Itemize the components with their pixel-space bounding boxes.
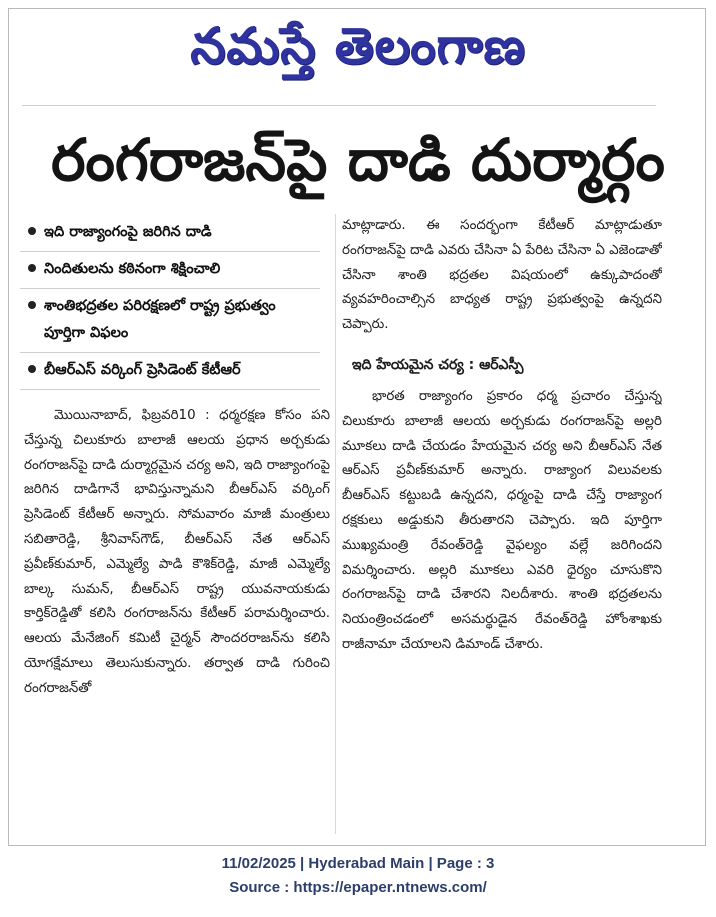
bullet-icon (28, 264, 36, 272)
article-headline: రంగరాజన్‌పై దాడి దుర్మార్గం (51, 126, 665, 194)
footer-dateline: 11/02/2025 | Hyderabad Main | Page : 3 (221, 855, 495, 872)
article-subheading: ఇది హేయమైన చర్య : ఆర్‌ఎస్పీ (352, 356, 524, 373)
highlight-item (20, 252, 320, 289)
highlight-item (20, 353, 320, 390)
highlight-text: ఇది రాజ్యాంగంపై జరిగిన దాడి (44, 224, 212, 240)
article-paragraph: మాట్లాడారు. ఈ సందర్భంగా కేటీఆర్ మాట్లాడుతూ రంగరాజన్‌పై దాడి ఎవరు చేసినా ఏ పేరిట చేసినా ఏ ఎజెండాతో చేసినా శాంతి భద్రతల విషయంలో ఉక్కుపాదంతో వ్యవహరించాల్సిన బాధ్యత రాష్ట్ర ప్రభుత్వంపై ఉన్నదని చెప్పారు. (342, 218, 662, 333)
article-paragraph: భారత రాజ్యాంగం ప్రకారం ధర్మ ప్రచారం చేస్తున్న చిలుకూరు బాలాజీ ఆలయ అర్చకుడు రంగరాజన్‌పై అల్లరి మూకలు దాడి చేయడం హేయమైన చర్య అని బీఆర్‌ఎస్ నేత ఆర్‌ఎస్ ప్రవీణ్‌కుమార్ అన్నారు. రాజ్యాంగ విలువలకు బీఆర్‌ఎస్ కట్టుబడి ఉన్నదని, ధర్మంపై దాడి చేస్తే రాజ్యాంగ రక్షకులు అడ్డుకుని తీరుతారని చెప్పారు. ఇది పూర్తిగా ముఖ్యమంత్రి రేవంత్‌రెడ్డి వైఫల్యం వల్లే జరిగిందని విమర్శించారు. అల్లరి మూకలు ఎవరి ధైర్యం చూసుకొని రంగరాజన్‌పై దాడి చేశారని నిలదీశారు. శాంతి భద్రతలను నియంత్రించడంలో అసమర్థుడైన రేవంత్‌రెడ్డి హోంశాఖకు రాజీనామా చేయాలని డిమాండ్ చేశారు. (342, 388, 662, 652)
bullet-icon (28, 365, 36, 373)
highlights-list (20, 215, 320, 390)
footer-source: Source : https://epaper.ntnews.com/ (229, 879, 487, 896)
article-column-left (24, 404, 330, 832)
newspaper-masthead: నమస్తే తెలంగాణ (190, 17, 526, 75)
column-divider (335, 214, 336, 834)
article-paragraph: మొయినాబాద్, ఫిబ్రవరి10 : ధర్మరక్షణ కోసం పని చేస్తున్న చిలుకూరు బాలాజీ ఆలయ ప్రధాన అర్చకుడు రంగరాజన్‌పై దాడి దుర్మార్గమైన చర్య అని, ఇది రాజ్యాంగంపై జరిగిన దాడిగానే భావిస్తున్నామని బీఆర్‌ఎస్ వర్కింగ్ ప్రెసిడెంట్ కేటీఆర్ అన్నారు. సోమవారం మాజీ మంత్రులు సబితారెడ్డి, శ్రీనివాస్‌గౌడ్, బీఆర్‌ఎస్ నేత ఆర్‌ఎస్ ప్రవీణ్‌కుమార్, ఎమ్మెల్యే పాడి కౌశిక్‌రెడ్డి, మాజీ ఎమ్మెల్యే బాల్క సుమన్, బీఆర్‌ఎస్ రాష్ట్ర యువనాయకుడు కార్తిక్‌రెడ్డితో కలిసి రంగరాజన్‌ను కేటీఆర్ పరామర్శించారు. ఆలయ మేనేజింగ్ కమిటీ చైర్మన్ సౌందరరాజన్‌ను కలిసి యోగక్షేమాలు తెలుసుకున్నారు. తర్వాత దాడి గురించి రంగరాజన్‌తో (24, 408, 330, 696)
highlight-item (20, 289, 320, 353)
article-column-right (342, 214, 662, 836)
highlight-text: శాంతిభద్రతల పరిరక్షణలో రాష్ట్ర ప్రభుత్వం పూర్తిగా విఫలం (44, 298, 276, 341)
highlight-text: బీఆర్‌ఎస్ వర్కింగ్ ప్రెసిడెంట్ కేటీఆర్ (44, 362, 241, 378)
highlight-text: నిందితులను కఠినంగా శిక్షించాలి (44, 261, 221, 277)
masthead-rule (22, 105, 656, 106)
highlight-item (20, 215, 320, 252)
bullet-icon (28, 301, 36, 309)
bullet-icon (28, 227, 36, 235)
